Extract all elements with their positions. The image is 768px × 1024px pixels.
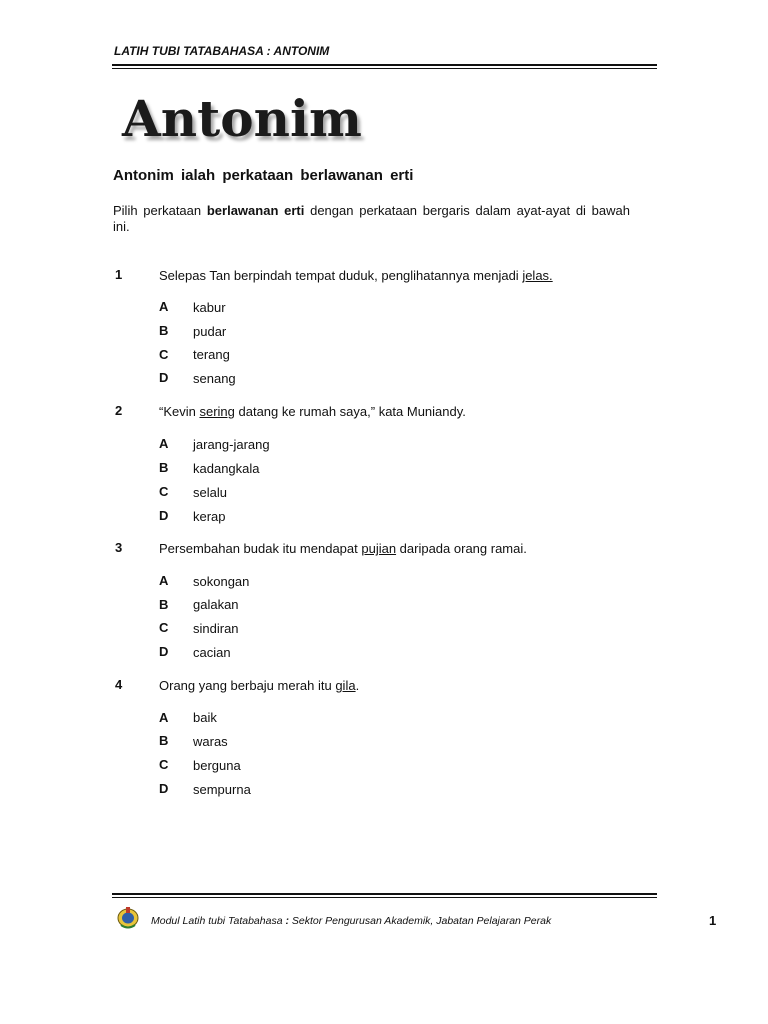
instruction-part1: Pilih perkataan [113,203,207,218]
question-text [159,678,359,693]
option-text: pudar [193,324,227,339]
option-text: cacian [193,645,231,660]
option-letter: D [159,370,169,385]
option-text: sempurna [193,782,251,797]
option-text: sokongan [193,574,250,589]
instruction-bold: berlawanan erti [206,203,305,218]
question-number: 4 [115,677,123,692]
option-letter: A [159,573,169,588]
option-letter: A [159,299,169,314]
header-rule [112,64,657,69]
question-text [159,268,553,283]
crest-icon [117,905,139,929]
option-text: jarang-jarang [193,437,270,452]
question-text-after: . [355,678,360,693]
option-letter: B [159,733,169,748]
question-number: 1 [115,267,123,282]
option-text: berguna [193,758,241,773]
option-text: kadangkala [193,461,260,476]
page-number: 1 [709,913,717,928]
option-text: terang [193,347,230,362]
question-underlined-word: jelas. [522,268,553,283]
option-letter: D [159,644,169,659]
footer-separator: : [282,915,292,927]
option-text: galakan [193,597,239,612]
option-letter: D [159,508,169,523]
option-letter: A [159,710,169,725]
option-letter: D [159,781,169,796]
question-text-before: Orang yang berbaju merah itu [159,678,336,693]
question-number: 3 [115,540,123,555]
question-text [159,541,527,556]
option-text: senang [193,371,236,386]
logo-title: Antonim [122,89,362,148]
option-letter: A [159,436,169,451]
question-number: 2 [115,403,123,418]
footer-text [151,915,551,927]
option-text: baik [193,710,217,725]
option-text: sindiran [193,621,239,636]
footer-rule [112,893,657,898]
question-text-before: Selepas Tan berpindah tempat duduk, penglihatannya menjadi [159,268,523,283]
question-text-before: Persembahan budak itu mendapat [159,541,362,556]
option-letter: B [159,323,169,338]
option-letter: C [159,757,169,772]
option-text: kerap [193,509,226,524]
footer-module-name: Modul Latih tubi Tatabahasa [151,915,283,927]
instruction-part2: dengan perkataan bergaris dalam ayat-ayat di bawah ini. [113,203,630,234]
question-underlined-word: sering [199,404,235,419]
footer-department: Sektor Pengurusan Akademik, Jabatan Pelajaran Perak [291,915,552,927]
option-letter: C [159,347,169,362]
question-underlined-word: gila [335,678,356,693]
header-title: LATIH TUBI TATABAHASA : ANTONIM [114,44,330,58]
question-text-after: datang ke rumah saya,” kata Muniandy. [234,404,466,419]
page-subtitle: Antonim ialah perkataan berlawanan erti [113,167,414,184]
question-underlined-word: pujian [361,541,397,556]
question-text-after: daripada orang ramai. [396,541,527,556]
option-text: selalu [193,485,227,500]
instruction-text [113,203,630,235]
option-text: waras [193,734,228,749]
option-letter: C [159,620,169,635]
option-letter: C [159,484,169,499]
question-text [159,404,466,419]
option-text: kabur [193,300,226,315]
question-text-before: “Kevin [159,404,200,419]
option-letter: B [159,460,169,475]
option-letter: B [159,597,169,612]
